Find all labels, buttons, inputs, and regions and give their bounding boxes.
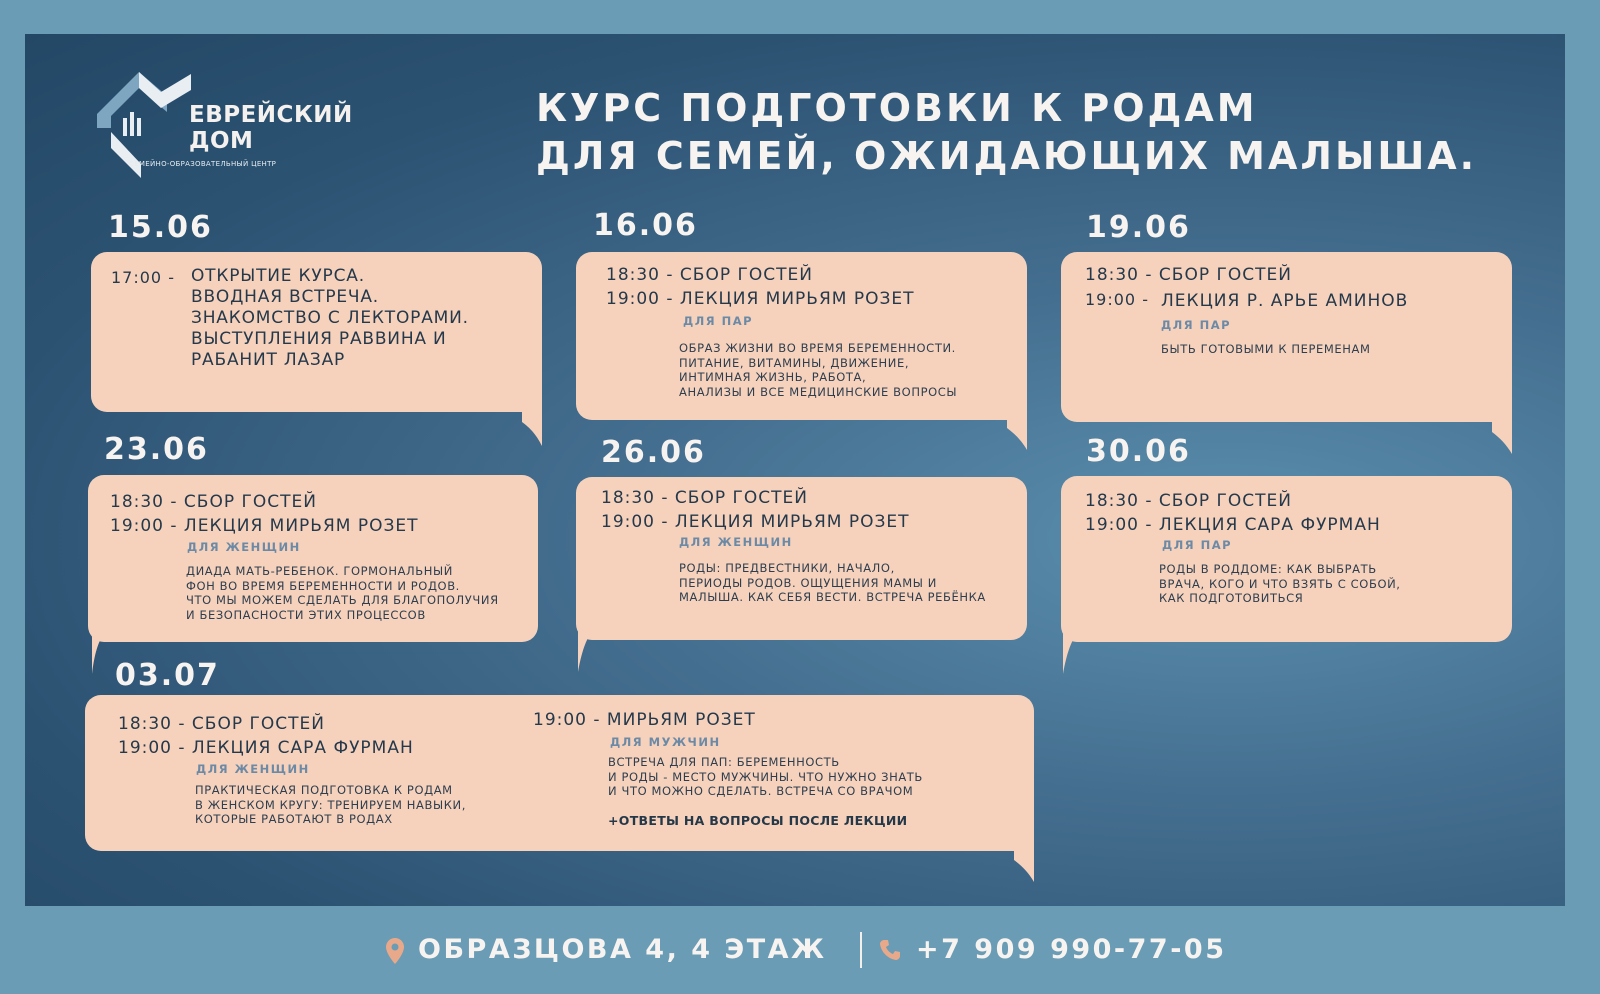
event-row: 18:30 - СБОР ГОСТЕЙ <box>1085 491 1292 511</box>
desc-line: БЫТЬ ГОТОВЫМИ К ПЕРЕМЕНАМ <box>1161 342 1371 356</box>
desc-line: ДИАДА МАТЬ-РЕБЕНОК. ГОРМОНАЛЬНЫЙ <box>186 564 453 578</box>
desc-line: АНАЛИЗЫ И ВСЕ МЕДИЦИНСКИЕ ВОПРОСЫ <box>679 384 958 399</box>
audience-label: ДЛЯ ЖЕНЩИН <box>187 540 301 554</box>
date-15-06: 15.06 <box>108 210 213 245</box>
event-row: ЛЕКЦИЯ Р. АРЬЕ АМИНОВ <box>1161 291 1409 311</box>
date-30-06: 30.06 <box>1086 434 1191 469</box>
opening-line: РАБАНИТ ЛАЗАР <box>191 350 346 370</box>
desc-line: МАЛЫША. КАК СЕБЯ ВЕСТИ. ВСТРЕЧА РЕБЁНКА <box>679 590 986 604</box>
desc-line: ПИТАНИЕ, ВИТАМИНЫ, ДВИЖЕНИЕ, <box>679 355 910 370</box>
title-line1: КУРС ПОДГОТОВКИ К РОДАМ <box>536 86 1258 130</box>
opening-line: ОТКРЫТИЕ КУРСА. <box>191 266 365 286</box>
event-row: 19:00 - ЛЕКЦИЯ САРА ФУРМАН <box>118 738 414 758</box>
desc-line: РОДЫ: ПРЕДВЕСТНИКИ, НАЧАЛО, <box>679 561 895 575</box>
qa-note: +ОТВЕТЫ НА ВОПРОСЫ ПОСЛЕ ЛЕКЦИИ <box>608 813 908 828</box>
desc-line: И БЕЗОПАСНОСТИ ЭТИХ ПРОЦЕССОВ <box>186 607 426 622</box>
date-19-06: 19.06 <box>1086 210 1191 245</box>
title-line2: ДЛЯ СЕМЕЙ, ОЖИДАЮЩИХ МАЛЫША. <box>536 134 1478 178</box>
event-row: 19:00 - ЛЕКЦИЯ МИРЬЯМ РОЗЕТ <box>110 516 419 536</box>
date-16-06: 16.06 <box>593 208 698 243</box>
phone-icon <box>880 939 900 961</box>
desc-line: ВРАЧА, КОГО И ЧТО ВЗЯТЬ С СОБОЙ, <box>1159 576 1401 591</box>
footer-divider <box>860 932 862 968</box>
footer <box>0 920 1600 980</box>
desc-line: ИНТИМНАЯ ЖИЗНЬ, РАБОТА, <box>679 370 867 384</box>
event-description <box>191 266 469 371</box>
bubble-tail <box>522 394 546 446</box>
event-card-19-06 <box>1061 252 1512 422</box>
event-description <box>1161 342 1371 357</box>
date-03-07: 03.07 <box>115 658 220 693</box>
desc-line: В ЖЕНСКОМ КРУГУ: ТРЕНИРУЕМ НАВЫКИ, <box>195 797 466 812</box>
event-time: 19:00 - <box>1085 290 1149 309</box>
desc-line: РОДЫ В РОДДОМЕ: КАК ВЫБРАТЬ <box>1159 562 1377 576</box>
desc-line: КОТОРЫЕ РАБОТАЮТ В РОДАХ <box>195 812 393 826</box>
desc-line: КАК ПОДГОТОВИТЬСЯ <box>1159 591 1304 605</box>
event-card-26-06 <box>576 477 1027 640</box>
desc-line: ФОН ВО ВРЕМЯ БЕРЕМЕННОСТИ И РОДОВ. <box>186 578 460 593</box>
desc-line: ВСТРЕЧА ДЛЯ ПАП: БЕРЕМЕННОСТЬ <box>608 755 840 769</box>
event-row: 18:30 - СБОР ГОСТЕЙ <box>601 488 808 508</box>
event-card-23-06 <box>88 475 538 642</box>
poster <box>25 34 1565 906</box>
desc-line: ЧТО МЫ МОЖЕМ СДЕЛАТЬ ДЛЯ БЛАГОПОЛУЧИЯ <box>186 593 499 607</box>
audience-label: ДЛЯ ПАР <box>1161 318 1232 332</box>
audience-label: ДЛЯ ПАР <box>683 314 754 328</box>
desc-line: ПЕРИОДЫ РОДОВ. ОЩУЩЕНИЯ МАМЫ И <box>679 575 938 590</box>
opening-line: ВВОДНАЯ ВСТРЕЧА. <box>191 287 380 307</box>
event-time: 17:00 - <box>111 268 175 287</box>
event-description <box>1159 562 1401 606</box>
date-23-06: 23.06 <box>104 432 209 467</box>
bubble-tail <box>88 626 112 674</box>
event-description <box>186 564 499 622</box>
audience-label: ДЛЯ МУЖЧИН <box>610 735 721 749</box>
bubble-tail <box>1492 404 1516 454</box>
desc-line: И ЧТО МОЖНО СДЕЛАТЬ. ВСТРЕЧА СО ВРАЧОМ <box>608 784 914 798</box>
event-card-15-06 <box>91 252 542 412</box>
audience-label: ДЛЯ ПАР <box>1162 538 1233 552</box>
opening-line: ВЫСТУПЛЕНИЯ РАВВИНА И <box>191 329 447 349</box>
event-row: 18:30 - СБОР ГОСТЕЙ <box>110 492 317 512</box>
address-text: ОБРАЗЦОВА 4, 4 ЭТАЖ <box>418 934 827 965</box>
event-row: 19:00 - ЛЕКЦИЯ МИРЬЯМ РОЗЕТ <box>601 512 910 532</box>
event-row: 19:00 - ЛЕКЦИЯ МИРЬЯМ РОЗЕТ <box>606 289 915 309</box>
event-card-16-06 <box>576 252 1027 420</box>
event-row: 18:30 - СБОР ГОСТЕЙ <box>118 714 325 734</box>
location-pin-icon <box>386 938 404 964</box>
logo-subtitle: СЕМЕЙНО-ОБРАЗОВАТЕЛЬНЫЙ ЦЕНТР <box>129 160 277 168</box>
date-26-06: 26.06 <box>601 435 706 470</box>
event-row: 19:00 - МИРЬЯМ РОЗЕТ <box>533 710 756 730</box>
bubble-tail <box>576 624 600 672</box>
event-row: 18:30 - СБОР ГОСТЕЙ <box>606 265 813 285</box>
phone-number[interactable]: +7 909 990-77-05 <box>916 934 1227 965</box>
event-description <box>679 561 986 605</box>
page-title <box>536 84 1477 180</box>
opening-line: ЗНАКОМСТВО С ЛЕКТОРАМИ. <box>191 308 469 328</box>
bubble-tail <box>1014 834 1038 882</box>
desc-line: ПРАКТИЧЕСКАЯ ПОДГОТОВКА К РОДАМ <box>195 783 453 797</box>
desc-line: ОБРАЗ ЖИЗНИ ВО ВРЕМЯ БЕРЕМЕННОСТИ. <box>679 341 956 355</box>
event-row: 18:30 - СБОР ГОСТЕЙ <box>1085 265 1292 285</box>
desc-line: И РОДЫ - МЕСТО МУЖЧИНЫ. ЧТО НУЖНО ЗНАТЬ <box>608 769 923 784</box>
event-description <box>195 783 466 827</box>
audience-label: ДЛЯ ЖЕНЩИН <box>679 535 793 549</box>
event-card-30-06 <box>1061 476 1512 642</box>
audience-label: ДЛЯ ЖЕНЩИН <box>196 762 310 776</box>
event-card-03-07 <box>85 695 1034 851</box>
bubble-tail <box>1061 626 1085 674</box>
logo-name-line2: ДОМ <box>189 128 254 154</box>
logo-name-line1: ЕВРЕЙСКИЙ <box>189 102 353 128</box>
event-row: 19:00 - ЛЕКЦИЯ САРА ФУРМАН <box>1085 515 1381 535</box>
event-description <box>679 341 957 399</box>
event-description <box>608 755 923 799</box>
bubble-tail <box>1007 402 1031 450</box>
